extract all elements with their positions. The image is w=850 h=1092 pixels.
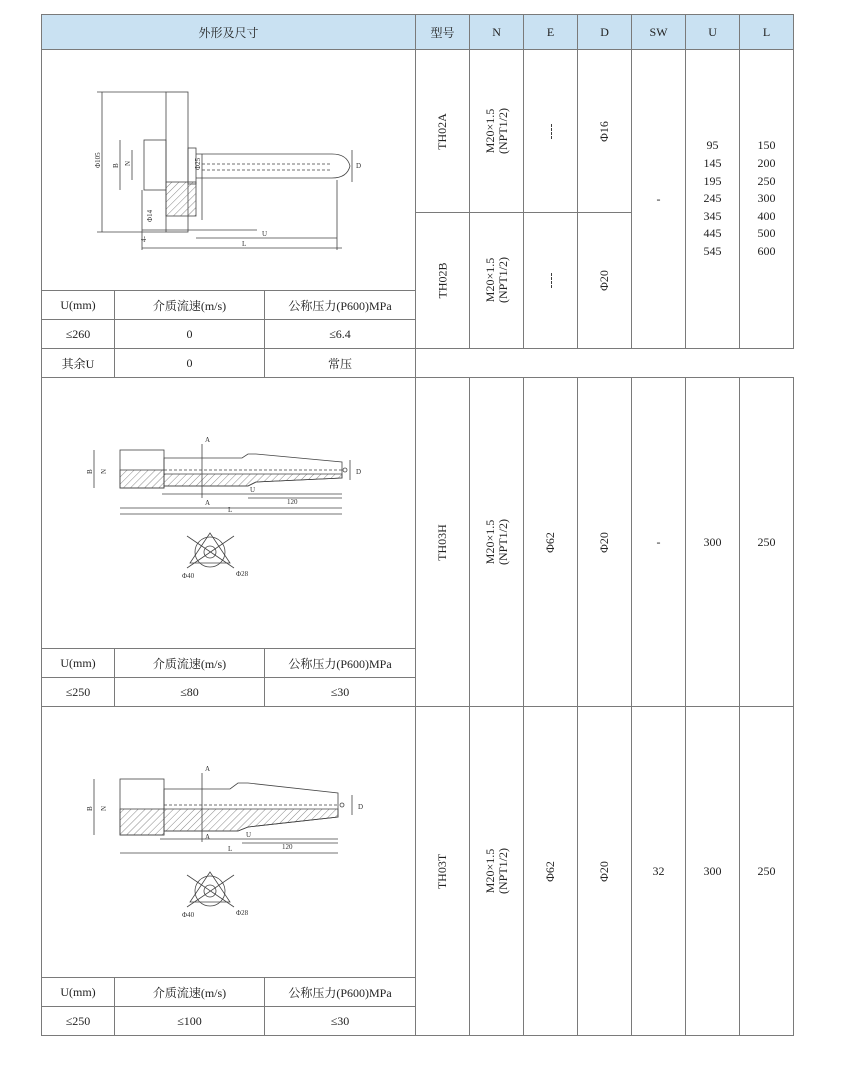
g1-c1-u: ≤260 [42, 320, 115, 349]
spec-table [41, 14, 794, 1036]
g3-sub-pressure: 公称压力(P600)MPa [265, 978, 416, 1007]
g1-sub-u: U(mm) [42, 291, 115, 320]
g1-sub-pressure: 公称压力(P600)MPa [265, 291, 416, 320]
d-th02b: Φ20 [597, 270, 612, 291]
label-phi25: Φ25 [194, 157, 202, 170]
e-th03t: Φ62 [543, 860, 558, 882]
n-th03h: M20×1.5 (NPT1/2) [482, 518, 510, 565]
l-value-1: 200 [757, 156, 776, 171]
n-th02b-cell [470, 213, 524, 349]
l-th03t: 250 [740, 707, 794, 1036]
g1-c2-pressure: 常压 [265, 349, 416, 378]
g2-c1-pressure: ≤30 [265, 678, 416, 707]
u-value-3: 245 [703, 191, 722, 206]
label-4: 4- [140, 236, 148, 242]
d-th02a-cell [578, 50, 632, 213]
th03h-label-d: D [356, 468, 362, 476]
g1-c1-pressure: ≤6.4 [265, 320, 416, 349]
label-u: U [262, 230, 268, 238]
l-values-list [740, 137, 793, 260]
th03h-drawing [42, 378, 416, 648]
n-th03t-cell [470, 707, 524, 1036]
th03t-label-phi40: Φ40 [182, 911, 195, 919]
th03t-label-d: D [358, 803, 364, 811]
header-d: D [578, 15, 632, 50]
g2-c1-flow: ≤80 [115, 678, 265, 707]
n-th02b: M20×1.5 (NPT1/2) [482, 257, 510, 303]
g2-c1-u: ≤250 [42, 678, 115, 707]
g2-sub-u: U(mm) [42, 649, 115, 678]
th02-drawing [42, 50, 416, 290]
u-value-1: 145 [703, 156, 722, 171]
th03h-label-a2: A [205, 499, 211, 507]
l-value-0: 150 [757, 138, 776, 153]
model-th02a-cell [416, 50, 470, 213]
l-value-6: 600 [757, 243, 776, 258]
th03h-label-n: N [100, 468, 108, 474]
header-e: E [524, 15, 578, 50]
group1-cond-row2 [42, 349, 794, 378]
n-th03h-cell [470, 378, 524, 707]
g3-sub-flow: 介质流速(m/s) [115, 978, 265, 1007]
n-th02a-cell [470, 50, 524, 213]
th03t-label-a1: A [205, 765, 211, 773]
l-list-group1 [740, 50, 794, 349]
u-value-0: 95 [706, 138, 719, 153]
u-value-6: 545 [703, 243, 722, 258]
g2-sub-pressure: 公称压力(P600)MPa [265, 649, 416, 678]
d-th02a: Φ16 [597, 120, 612, 142]
u-th03h: 300 [686, 378, 740, 707]
l-th03h: 250 [740, 378, 794, 707]
group1-row-a [42, 50, 794, 213]
g3-c1-u: ≤250 [42, 1007, 115, 1036]
sw-group1: - [632, 50, 686, 349]
g1-c2-u: 其余U [42, 349, 115, 378]
d-th02b-cell [578, 213, 632, 349]
th03h-label-phi28: Φ28 [236, 570, 249, 578]
u-list-group1 [686, 50, 740, 349]
e-th02b-cell [524, 213, 578, 349]
model-th02a: TH02A [435, 112, 450, 150]
l-value-3: 300 [757, 191, 776, 206]
e-th03t-cell [524, 707, 578, 1036]
e-th02a-cell [524, 50, 578, 213]
model-th03t: TH03T [435, 853, 450, 889]
g1-sub-flow: 介质流速(m/s) [115, 291, 265, 320]
header-l: L [740, 15, 794, 50]
header-shape: 外形及尺寸 [42, 15, 416, 50]
th03h-label-l: L [228, 506, 233, 514]
th03t-label-a2: A [205, 833, 211, 841]
header-sw: SW [632, 15, 686, 50]
g3-c1-pressure: ≤30 [265, 1007, 416, 1036]
th03t-label-u: U [246, 831, 252, 839]
model-th02b: TH02B [435, 262, 450, 299]
label-phi14: Φ14 [146, 209, 154, 222]
th03t-label-phi28: Φ28 [236, 909, 249, 917]
th03t-label-l: L [228, 845, 233, 853]
header-n: N [470, 15, 524, 50]
g3-sub-u: U(mm) [42, 978, 115, 1007]
th03h-label-120: 120 [287, 498, 298, 506]
header-u: U [686, 15, 740, 50]
drawing-th03t [42, 707, 416, 978]
d-th03t-cell [578, 707, 632, 1036]
n-th03t: M20×1.5 (NPT1/2) [482, 847, 510, 894]
model-th03h-cell [416, 378, 470, 707]
sw-th03t: 32 [632, 707, 686, 1036]
label-d: D [356, 162, 362, 170]
u-value-2: 195 [703, 173, 722, 188]
th03h-label-u: U [250, 486, 256, 494]
label-phi105: Φ105 [94, 152, 102, 168]
th03t-label-b: B [86, 806, 94, 811]
drawing-th03h [42, 378, 416, 649]
l-value-4: 400 [757, 208, 776, 223]
g1-c1-flow: 0 [115, 320, 265, 349]
g1-c2-flow: 0 [115, 349, 265, 378]
label-n: N [124, 160, 132, 166]
th03t-label-n: N [100, 805, 108, 811]
th03h-label-a1: A [205, 436, 211, 444]
g2-sub-flow: 介质流速(m/s) [115, 649, 265, 678]
th03h-label-b: B [86, 469, 94, 474]
label-l: L [242, 240, 247, 248]
th03h-label-phi40: Φ40 [182, 572, 195, 580]
d-th03h-cell [578, 378, 632, 707]
sw-th03h: - [632, 378, 686, 707]
l-value-5: 500 [757, 226, 776, 241]
header-row [42, 15, 794, 50]
l-value-2: 250 [757, 173, 776, 188]
g3-c1-flow: ≤100 [115, 1007, 265, 1036]
u-th03t: 300 [686, 707, 740, 1036]
u-values-list [686, 137, 739, 260]
e-th02a: ---- [543, 123, 558, 139]
e-th03h: Φ62 [543, 531, 558, 553]
group2-row-draw [42, 378, 794, 649]
model-th02b-cell [416, 213, 470, 349]
e-th02b: ---- [543, 272, 558, 289]
label-b: B [112, 163, 120, 168]
th03t-drawing [42, 707, 416, 977]
u-value-5: 445 [703, 226, 722, 241]
model-th03t-cell [416, 707, 470, 1036]
d-th03h: Φ20 [597, 531, 612, 553]
header-model: 型号 [416, 15, 470, 50]
drawing-th02 [42, 50, 416, 291]
n-th02a: M20×1.5 (NPT1/2) [482, 107, 510, 154]
u-value-4: 345 [703, 208, 722, 223]
e-th03h-cell [524, 378, 578, 707]
th03t-label-120: 120 [282, 843, 293, 851]
group3-row-draw [42, 707, 794, 978]
model-th03h: TH03H [435, 523, 450, 561]
d-th03t: Φ20 [597, 860, 612, 882]
